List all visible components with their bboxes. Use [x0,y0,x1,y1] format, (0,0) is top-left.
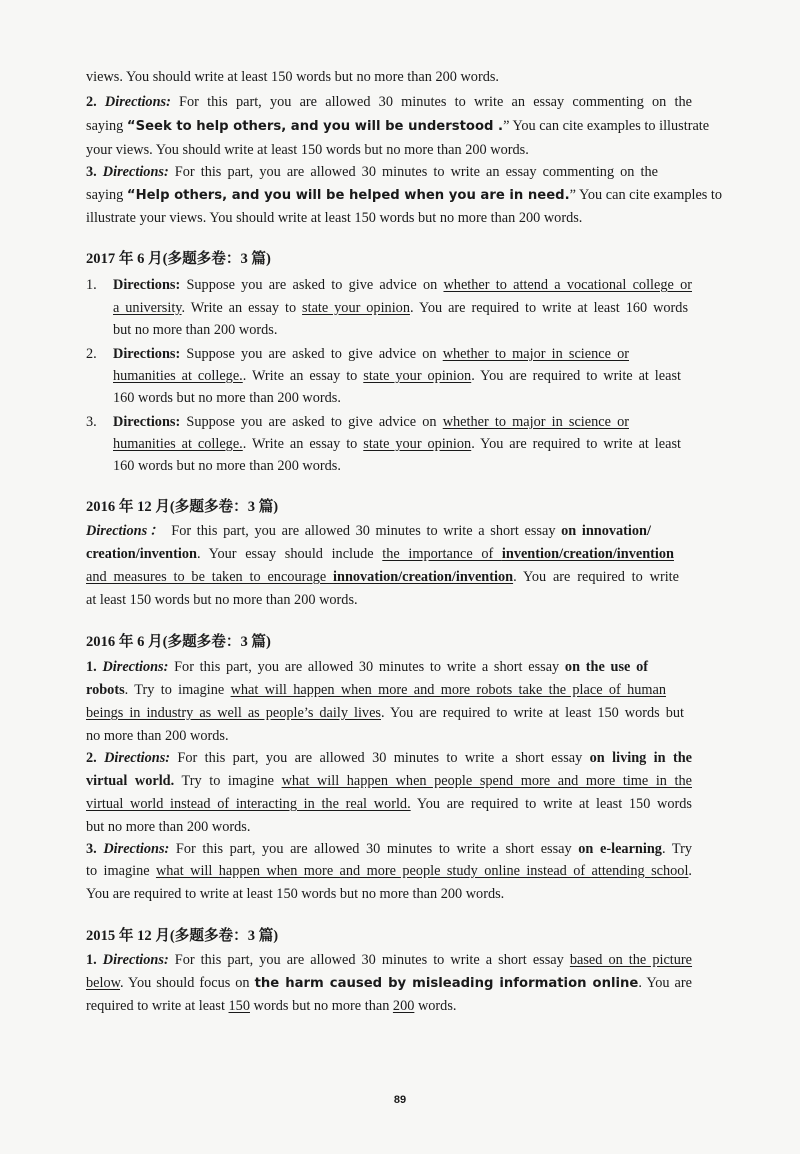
direction-line: required to write at least 150 words but no more than 200 words. [86,998,457,1014]
direction-3-line-2: saying “Help others, and you will be helped when you are in need.” You can cite examples to [86,187,723,203]
list-item-line: humanities at college.. Write an essay to state your opinion. You are required to write at least [113,368,682,384]
direction-line: virtual world. Try to imagine what will happen when people spend more and more time in the [86,773,692,789]
direction-line: 1. Directions: For this part, you are allowed 30 minutes to write a short essay based on the picture [86,952,693,968]
list-item-line: a university. Write an essay to state your opinion. You are required to write at least 160 words [113,300,689,316]
list-item-line: humanities at college.. Write an essay to state your opinion. You are required to write at least [113,436,682,452]
direction-line: robots. Try to imagine what will happen when more and more robots take the place of human [86,682,666,698]
direction-line: and measures to be taken to encourage innovation/creation/invention. You are required to write [86,569,679,585]
section-heading: 2015 年 12 月(多题多卷：3 篇) [86,928,279,944]
section-heading: 2016 年 6 月(多题多卷：3 篇) [86,634,271,650]
direction-line: 3. Directions: For this part, you are allowed 30 minutes to write a short essay on e-learning. Try [86,841,693,857]
list-number: 1. [86,277,97,293]
direction-line: beings in industry as well as people’s daily lives. You are required to write at least 150 words but [86,705,685,721]
list-item-line: but no more than 200 words. [113,322,278,338]
section-heading: 2017 年 6 月(多题多卷：3 篇) [86,251,271,267]
direction-line: at least 150 words but no more than 200 words. [86,592,358,608]
direction-line: no more than 200 words. [86,728,229,744]
list-item-line: 160 words but no more than 200 words. [113,458,341,474]
direction-line: virtual world instead of interacting in the real world. You are required to write at least 150 words [86,796,692,812]
direction-line: 1. Directions: For this part, you are allowed 30 minutes to write a short essay on the use of [86,659,649,675]
list-item-line: Directions: Suppose you are asked to give advice on whether to attend a vocational college or [113,277,692,293]
direction-line: 2. Directions: For this part, you are allowed 30 minutes to write a short essay on living in the [86,750,693,766]
direction-3-line-3: illustrate your views. You should write at least 150 words but no more than 200 words. [86,210,583,226]
page-number: 89 [393,1094,407,1106]
section-heading: 2016 年 12 月(多题多卷：3 篇) [86,499,279,515]
list-number: 2. [86,346,97,362]
list-item-line: Directions: Suppose you are asked to give advice on whether to major in science or [113,414,629,430]
direction-2-line-2: saying “Seek to help others, and you will be understood .” You can cite examples to illustrate [86,118,710,134]
direction-line: creation/invention. Your essay should include the importance of invention/creation/invention [86,546,674,562]
list-item-line: 160 words but no more than 200 words. [113,390,341,406]
direction-3-line-1: 3. Directions: For this part, you are allowed 30 minutes to write an essay commenting on the [86,164,658,180]
direction-2-line-1: 2. Directions: For this part, you are allowed 30 minutes to write an essay commenting on the [86,94,692,110]
direction-line: Directions： For this part, you are allowed 30 minutes to write a short essay on innovation/ [86,523,651,539]
direction-2-line-3: your views. You should write at least 150 words but no more than 200 words. [86,142,529,158]
list-item-line: Directions: Suppose you are asked to give advice on whether to major in science or [113,346,629,362]
direction-line: below. You should focus on the harm caused by misleading information online. You are [86,975,693,991]
text-line: views. You should write at least 150 words but no more than 200 words. [86,69,499,85]
list-number: 3. [86,414,97,430]
direction-line: You are required to write at least 150 words but no more than 200 words. [86,886,505,902]
direction-line: to imagine what will happen when more and more people study online instead of attending school. [86,863,692,879]
direction-line: but no more than 200 words. [86,819,251,835]
